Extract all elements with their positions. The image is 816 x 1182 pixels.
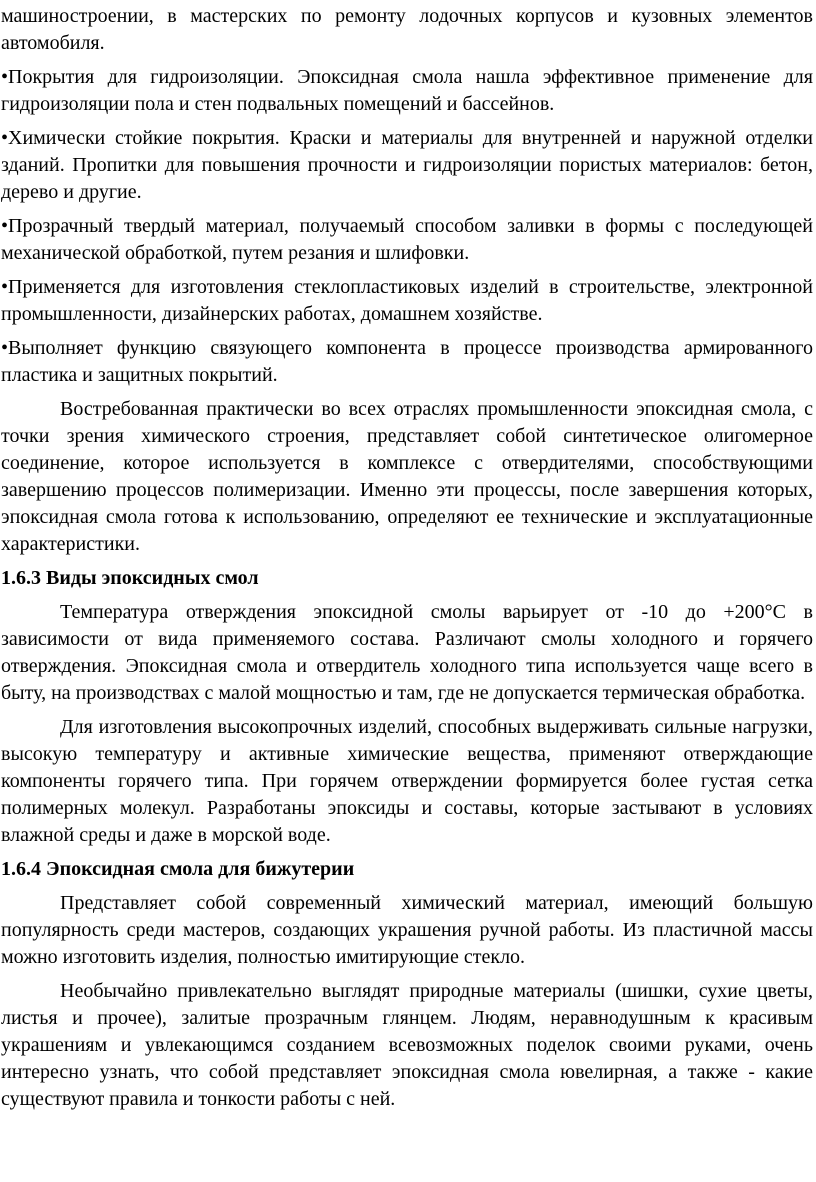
bullet-waterproofing: •Покрытия для гидроизоляции. Эпоксидная смола нашла эффективное применение для гидроизоляции пола и стен подвальных помещений и бассейнов.	[1, 66, 813, 115]
bullet-transparent-material: •Прозрачный твердый материал, получаемый способом заливки в формы с последующей механической обработкой, путем резания и шлифовки.	[1, 215, 813, 264]
bullet-chemical-coatings: •Химически стойкие покрытия. Краски и материалы для внутренней и наружной отделки зданий. Пропитки для повышения прочности и гидроизоляции пористых материалов: бетон, дерево и другие.	[1, 127, 813, 203]
section-1-6-3-paragraph-2: Для изготовления высокопрочных изделий, способных выдерживать сильные нагрузки, высокую температуру и активные химические вещества, применяют отверждающие компоненты горячего типа. При горячем отверждении формируется более густая сетка полимерных молекул. Разработаны эпоксиды и составы, которые застывают в условиях влажной среды и даже в морской воде.	[1, 716, 813, 846]
section-1-6-3-paragraph-1: Температура отверждения эпоксидной смолы варьирует от -10 до +200°С в зависимости от вида применяемого состава. Различают смолы холодного и горячего отверждения. Эпоксидная смола и отвердитель холодного типа используется чаще всего в быту, на производствах с малой мощностью и там, где не допускается термическая обработка.	[1, 601, 813, 704]
section-1-6-4-paragraph-1: Представляет собой современный химический материал, имеющий большую популярность среди мастеров, создающих украшения ручной работы. Из пластичной массы можно изготовить изделия, полностью имитирующие стекло.	[1, 892, 813, 968]
document-page	[1, 3, 813, 1120]
section-heading-1-6-3: 1.6.3 Виды эпоксидных смол	[1, 567, 259, 589]
intro-continuation-paragraph: машиностроении, в мастерских по ремонту лодочных корпусов и кузовных элементов автомобиля.	[1, 5, 813, 54]
section-1-6-4-paragraph-2: Необычайно привлекательно выглядят природные материалы (шишки, сухие цветы, листья и прочее), залитые прозрачным глянцем. Людям, неравнодушным к красивым украшениям и увлекающимся созданием всевозможных поделок своими руками, очень интересно узнать, что собой представляет эпоксидная смола ювелирная, а также - какие существуют правила и тонкости работы с ней.	[1, 980, 813, 1110]
summary-paragraph: Востребованная практически во всех отраслях промышленности эпоксидная смола, с точки зрения химического строения, представляет собой синтетическое олигомерное соединение, которое используется в комплексе с отвердителями, способствующими завершению процессов полимеризации. Именно эти процессы, после завершения которых, эпоксидная смола готова к использованию, определяют ее технические и эксплуатационные характеристики.	[1, 398, 813, 555]
bullet-fiberglass: •Применяется для изготовления стеклопластиковых изделий в строительстве, электронной промышленности, дизайнерских работах, домашнем хозяйстве.	[1, 276, 813, 325]
section-heading-1-6-4: 1.6.4 Эпоксидная смола для бижутерии	[1, 858, 355, 880]
bullet-binder: •Выполняет функцию связующего компонента в процессе производства армированного пластика и защитных покрытий.	[1, 337, 813, 386]
